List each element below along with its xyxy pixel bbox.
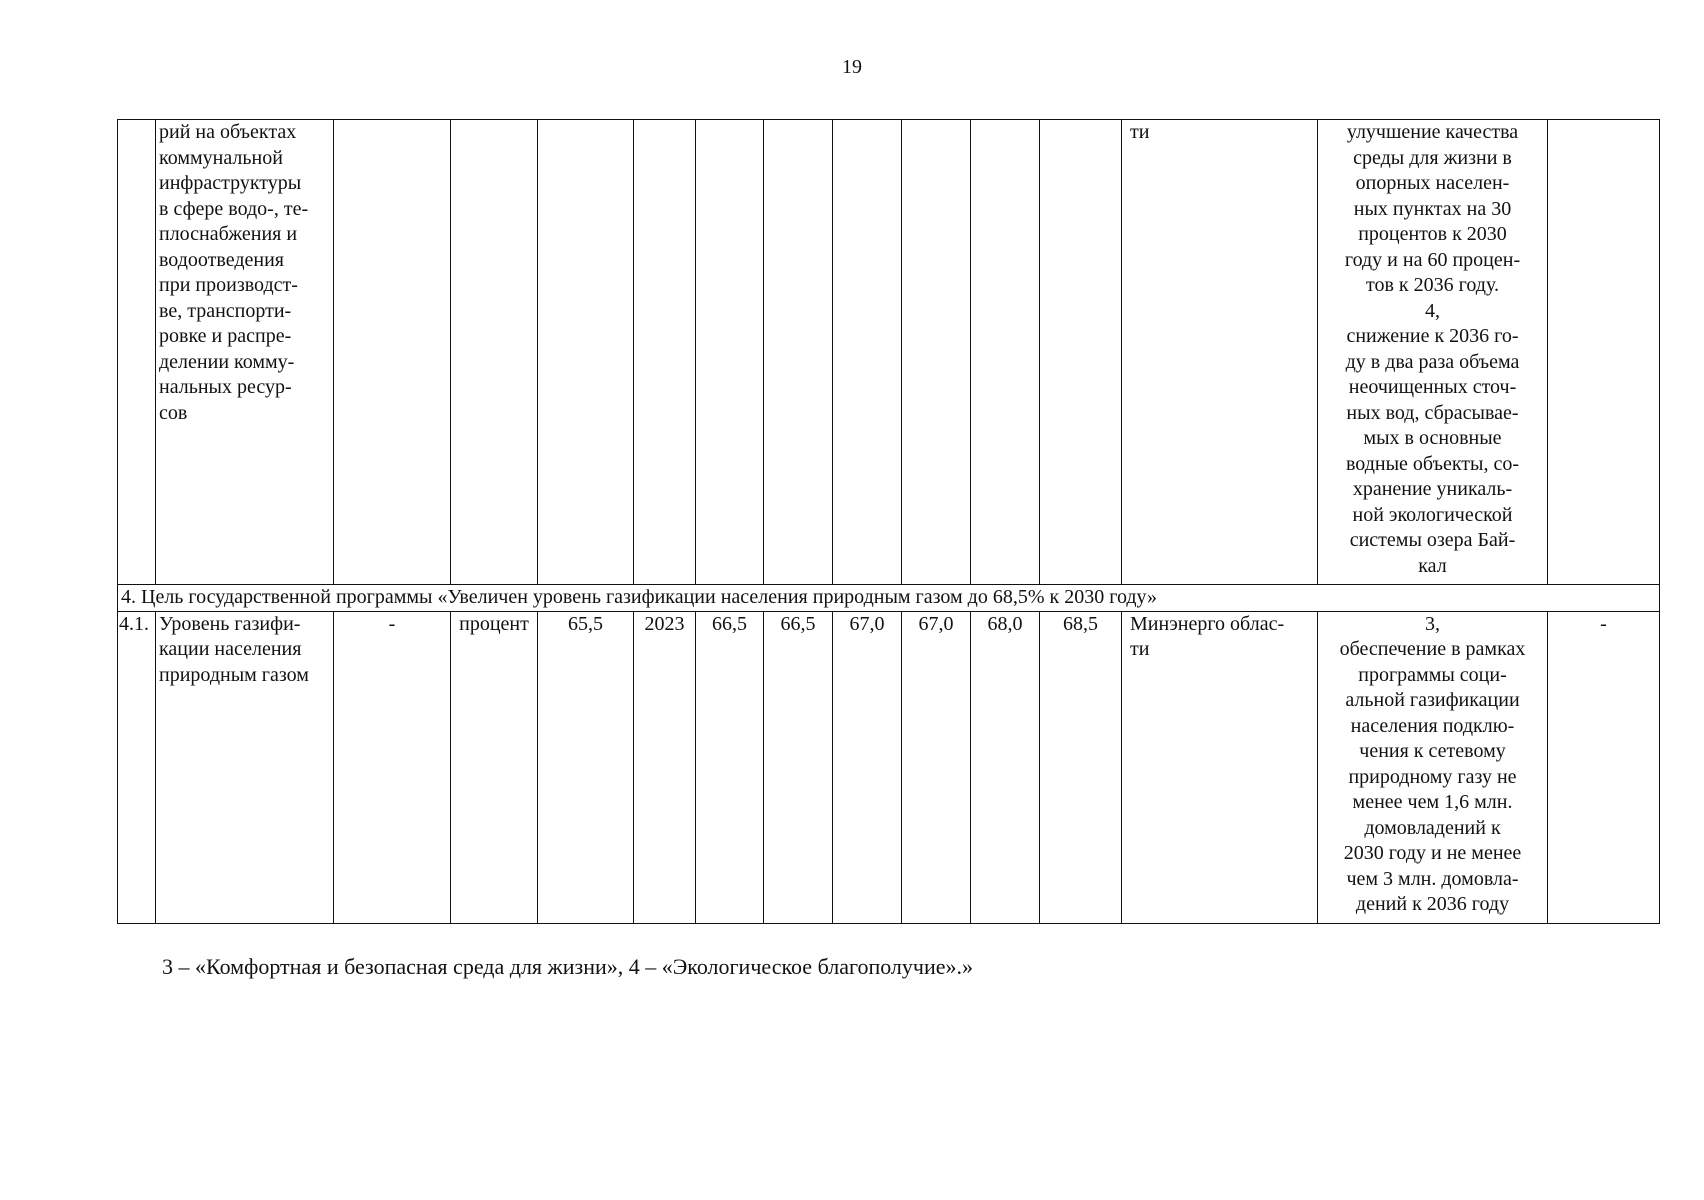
unit-cell <box>451 120 538 585</box>
program-goal-text: 4. Цель государственной программы «Увеличен уровень газификации населения природным газом до 68,5% к 2030 году» <box>118 585 1660 612</box>
value-cell: 66,5 <box>764 611 833 923</box>
value-cell <box>696 120 764 585</box>
value-cell <box>833 120 902 585</box>
value-cell <box>764 120 833 585</box>
indicator-name-cell: Уровень газифи- кации населения природным газом <box>156 611 334 923</box>
value-cell <box>971 120 1040 585</box>
value-cell: 67,0 <box>902 611 971 923</box>
table-row <box>118 120 1660 585</box>
responsible-cell: ти <box>1122 120 1318 585</box>
table-row <box>118 611 1660 923</box>
info-system-cell: - <box>1548 611 1660 923</box>
row-number-cell <box>118 120 156 585</box>
base-value-cell <box>538 120 634 585</box>
indicator-name-cell: рий на объектах коммунальной инфраструктуры в сфере водо-, те- плоснабжения и водоотведения при производст- ве, транспорти- ровке и распре- делении комму- нальных ресур- сов <box>156 120 334 585</box>
responsible-cell: Минэнерго облас- ти <box>1122 611 1318 923</box>
row-number-cell: 4.1. <box>118 611 156 923</box>
info-system-cell <box>1548 120 1660 585</box>
base-year-cell <box>634 120 696 585</box>
national-goals-cell: улучшение качества среды для жизни в опорных населен- ных пунктах на 30 процентов к 2030 году и на 60 процен- тов к 2036 году. 4, снижение к 2036 го- ду в два раза объема неочищенных сточ- ных вод, сбрасывае- мых в основные водные объекты, со- хранение уникаль- ной экологической системы озера Бай- кал <box>1318 120 1548 585</box>
level-cell <box>334 120 451 585</box>
indicators-table <box>117 119 1660 924</box>
value-cell: 68,5 <box>1040 611 1122 923</box>
base-year-cell: 2023 <box>634 611 696 923</box>
level-cell: - <box>334 611 451 923</box>
page-number: 19 <box>842 56 862 78</box>
national-goals-cell: 3, обеспечение в рамках программы соци- альной газификации населения подклю- чения к сетевому природному газу не менее чем 1,6 млн. домовладений к 2030 году и не менее чем 3 млн. домовла- дений к 2036 году <box>1318 611 1548 923</box>
base-value-cell: 65,5 <box>538 611 634 923</box>
value-cell: 68,0 <box>971 611 1040 923</box>
value-cell <box>902 120 971 585</box>
value-cell <box>1040 120 1122 585</box>
value-cell: 66,5 <box>696 611 764 923</box>
unit-cell: процент <box>451 611 538 923</box>
goal-row <box>118 585 1660 612</box>
value-cell: 67,0 <box>833 611 902 923</box>
footnote: 3 – «Комфортная и безопасная среда для жизни», 4 – «Экологическое благополучие».» <box>162 954 974 979</box>
